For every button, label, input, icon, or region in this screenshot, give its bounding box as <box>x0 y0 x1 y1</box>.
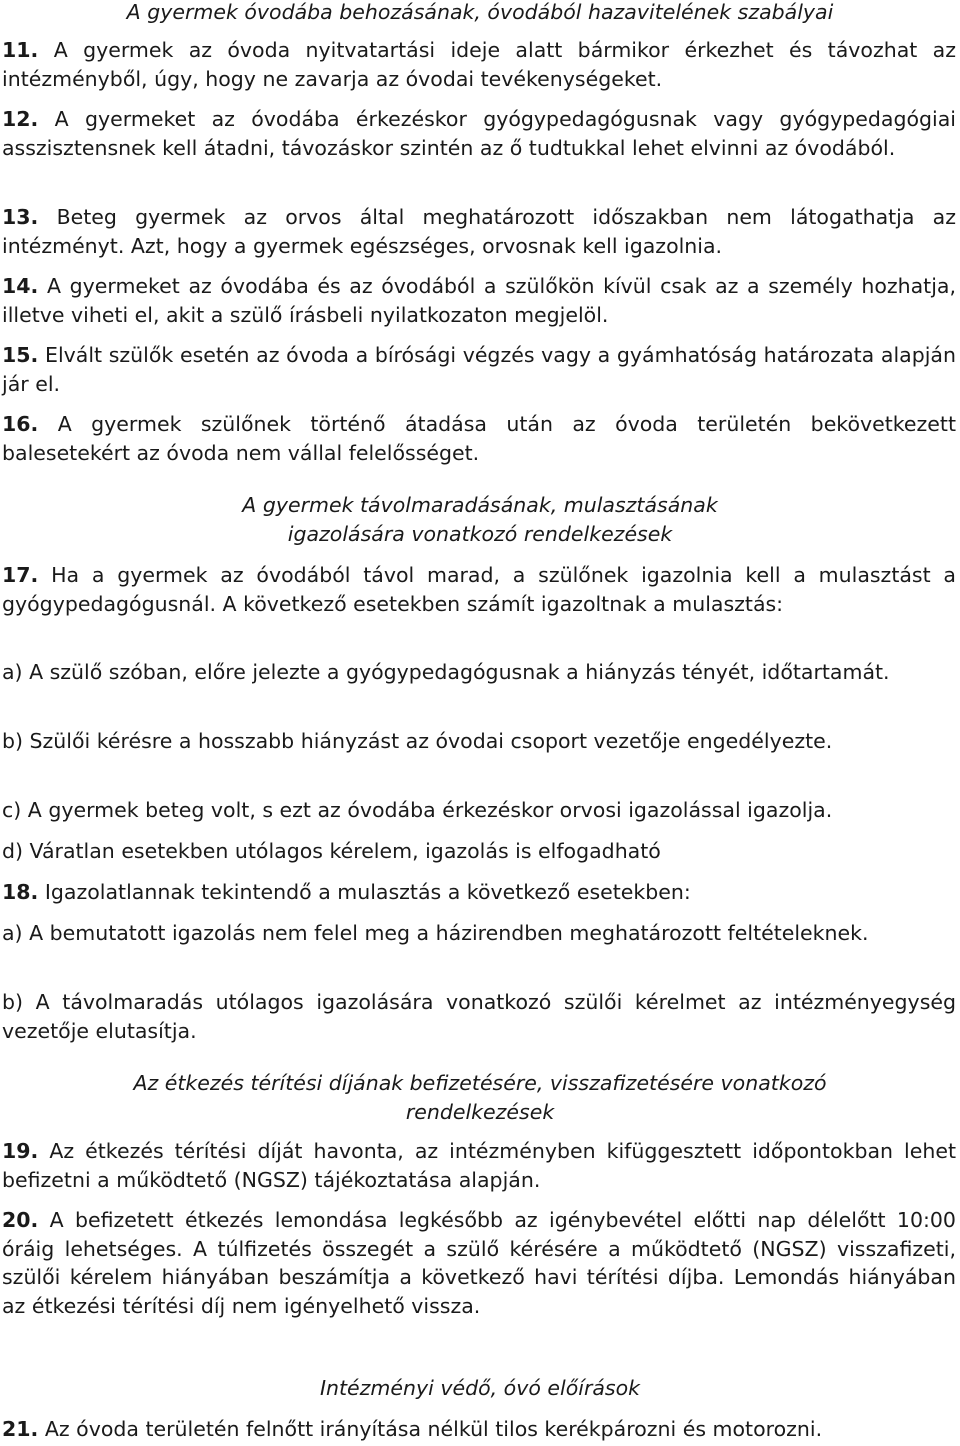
section-heading-pickup: A gyermek óvodába behozásának, óvodából hazavitelének szabályai <box>126 0 834 24</box>
rule-number: 20. <box>2 1208 39 1232</box>
rule-text: Igazolatlannak tekintendő a mulasztás a következő esetekben: <box>44 880 691 904</box>
rule-20 <box>2 1206 956 1320</box>
rule-text: Az óvoda területén felnőtt irányítása nélkül tilos kerékpározni és motorozni. <box>44 1417 823 1441</box>
rule-15 <box>2 341 956 398</box>
section-heading-absence: A gyermek távolmaradásának, mulasztásának igazolására vonatkozó rendelkezések <box>242 493 718 546</box>
rule-number: 21. <box>2 1417 39 1441</box>
rule-text: A gyermek az óvoda nyitvatartási ideje alatt bármikor érkezhet és távozhat az intézményből, úgy, hogy ne zavarja az óvodai tevékenységeket. <box>2 38 956 91</box>
rule-11 <box>2 36 956 93</box>
rule-number: 16. <box>2 412 39 436</box>
rule-text: Ha a gyermek az óvodából távol marad, a szülőnek igazolnia kell a mulasztást a gyógypedagógusnál. A következő esetekben számít igazoltnak a mulasztás: <box>2 563 956 616</box>
rule-17 <box>2 561 956 618</box>
rule-number: 18. <box>2 880 39 904</box>
rule-text: Az étkezés térítési díját havonta, az intézményben kifüggesztett időpontokban lehet befizetni a működtető (NGSZ) tájékoztatása alapján. <box>2 1139 956 1192</box>
rule-number: 17. <box>2 563 39 587</box>
rule-12 <box>2 105 956 162</box>
section-heading-safety: Intézményi védő, óvó előírások <box>319 1376 641 1400</box>
rule-16 <box>2 410 956 467</box>
rule-text: A gyermeket az óvodába érkezéskor gyógypedagógusnak vagy gyógypedagógiai asszisztensnek kell átadni, távozáskor szintén az ő tudtukkal lehet elvinni az óvodából. <box>2 107 956 160</box>
rule-text: Elvált szülők esetén az óvoda a bírósági végzés vagy a gyámhatóság határozata alapján jár el. <box>2 343 956 396</box>
rule-text: A gyermeket az óvodába és az óvodából a szülőkön kívül csak az a személy hozhatja, illetve viheti el, akit a szülő írásbeli nyilatkozaton megjelöl. <box>2 274 956 327</box>
rule-17d: d) Váratlan esetekben utólagos kérelem, igazolás is elfogadható <box>2 839 661 863</box>
rule-14 <box>2 272 956 329</box>
rule-number: 12. <box>2 107 39 131</box>
rule-17b: b) Szülői kérésre a hosszabb hiányzást az óvodai csoport vezetője engedélyezte. <box>2 729 833 753</box>
rule-18 <box>2 878 956 907</box>
rule-number: 14. <box>2 274 39 298</box>
rule-number: 13. <box>2 205 39 229</box>
rule-13 <box>2 203 956 260</box>
rule-number: 19. <box>2 1139 39 1163</box>
rule-18a: a) A bemutatott igazolás nem felel meg a házirendben meghatározott feltételeknek. <box>2 921 869 945</box>
rule-text: A befizetett étkezés lemondása legkésőbb az igénybevétel előtti nap délelőtt 10:00 óráig lehetséges. A túlfizetés összegét a szülő kérésére a működtető (NGSZ) visszafizeti, szülői kérelem hiányában beszámítja a következő havi térítési díjba. Lemondás hiányában az étkezési térítési díj nem igényelhető vissza. <box>2 1208 956 1318</box>
rule-18b: b) A távolmaradás utólagos igazolására vonatkozó szülői kérelmet az intézményegység vezetője elutasítja. <box>2 990 956 1043</box>
rule-number: 11. <box>2 38 39 62</box>
rule-text: A gyermek szülőnek történő átadása után az óvoda területén bekövetkezett balesetekért az óvoda nem vállal felelősséget. <box>2 412 956 465</box>
rule-17c: c) A gyermek beteg volt, s ezt az óvodába érkezéskor orvosi igazolással igazolja. <box>2 798 833 822</box>
rule-19 <box>2 1137 956 1194</box>
section-heading-meal-fees: Az étkezés térítési díjának befizetésére, visszafizetésére vonatkozó rendelkezések <box>133 1071 827 1124</box>
rule-21 <box>2 1415 956 1444</box>
rule-text: Beteg gyermek az orvos által meghatározott időszakban nem látogathatja az intézményt. Azt, hogy a gyermek egészséges, orvosnak kell igazolnia. <box>2 205 956 258</box>
rule-17a: a) A szülő szóban, előre jelezte a gyógypedagógusnak a hiányzás tényét, időtartamát. <box>2 660 890 684</box>
rule-number: 15. <box>2 343 39 367</box>
